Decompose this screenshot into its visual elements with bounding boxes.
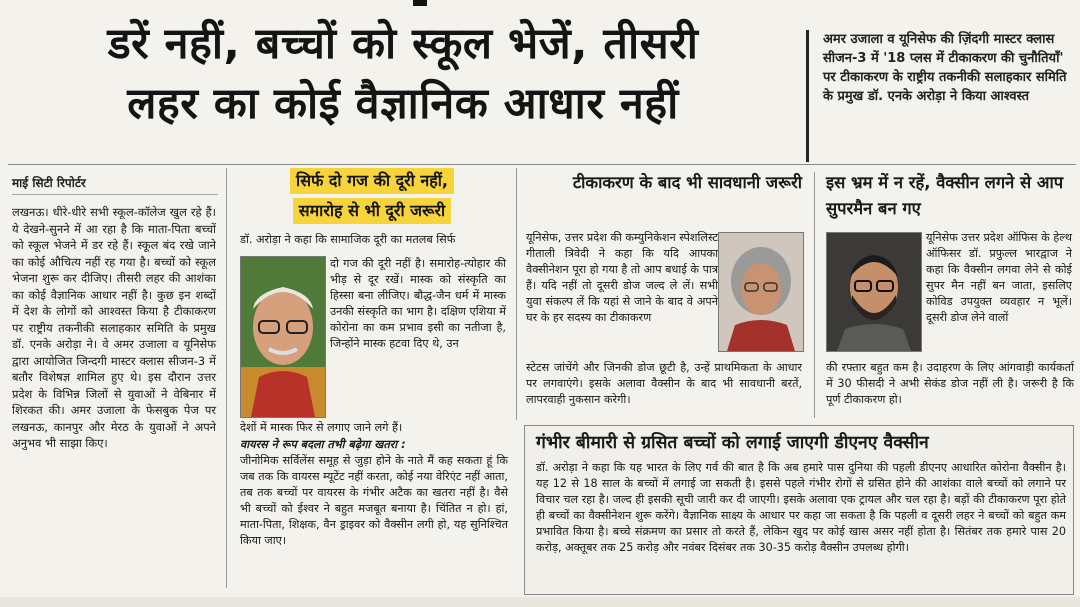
column-4-body-top: यूनिसेफ उत्तर प्रदेश ऑफिस के हेल्थ ऑफिसर डॉ. प्रफुल्ल भारद्वाज ने कहा कि वैक्सीन लगवा लेने से कोई सुपर मैन नहीं बन जाता, इसलिए कोविड उपयुक्त व्यवहार न भूलें। दूसरी डोज लेने वालों [926,231,1072,324]
dna-vaccine-body: डॉ. अरोड़ा ने कहा कि यह भारत के लिए गर्व की बात है कि अब हमारे पास दुनिया की पहली डीएनए आधारित कोरोना वैक्सीन है। यह 12 से 18 साल के बच्चों में लगाई जा सकती है। इससे पहले गंभीर रोगों से ग्रसित होने की आशंका वाले बच्चों को लगाने पर विचार चल रहा है। जल्द ही इसकी सूची जारी कर दी जाएगी। इसके अलावा एक ट्रायल और चल रहा है। बड़ों की टीकाकरण पूरा होते ही बच्चों का वैक्सीनेशन शुरू करेंगे। वैज्ञानिक साक्ष्य के आधार पर कहा जा सकता है कि पहली व दूसरी लहर ने बच्चों को बहुत कम प्रभावित किया है। बच्चे संक्रमण का प्रसार तो करते हैं, लेकिन खुद पर कोई खास असर नहीं होता है। सितंबर तक हमारे पास 20 करोड़, अक्तूबर तक 25 करोड़ और नवंबर दिसंबर तक 30-35 करोड़ वैक्सीन उपलब्ध होगी। [536,461,1066,554]
byline-rule [12,194,218,195]
column-2-intro: डॉ. अरोड़ा ने कहा कि सामाजिक दूरी का मतलब सिर्फ [240,233,456,246]
headline-line-2: लहर का कोई वैज्ञानिक आधार नहीं [127,79,679,129]
dna-vaccine-title: गंभीर बीमारी से ग्रसित बच्चों को लगाई जाएगी डीएनए वैक्सीन [536,433,929,453]
column-divider-3 [814,172,815,418]
column-2-subheads [236,168,508,228]
masthead-mark [413,0,427,6]
column-2-continued: देशों में मास्क फिर से लगाए जाने लगे हैं। [240,421,403,434]
sidebar-summary [806,30,1074,162]
praful-bhardwaj-photo [826,232,922,352]
headline-line-1: डरें नहीं, बच्चों को स्कूल भेजें, तीसरी [107,19,699,69]
column-3-body-top: यूनिसेफ, उत्तर प्रदेश की कम्युनिकेशन स्पेशलिस्ट गीताली त्रिवेदी ने कहा कि यदि आपका वैक्सीनेशन पूरा हो गया है तो आप बधाई के पात्र हैं। यदि नहीं तो दूसरी डोज जल्द ले लें। सभी युवा संकल्प लें कि यहां से जाने के बाद वे अपने घर के हर सदस्य का टीकाकरण [526,231,718,324]
page-headline [18,14,788,134]
column-4-body-bottom: की रफ्तार बहुत कम है। उदाहरण के लिए आंगवाड़ी कार्यकर्ता में 30 फीसदी ने अभी सेकंड डोज नहीं ली है। जरूरी है कि पूर्ण टीकाकरण हो। [826,361,1074,406]
portrait-man-glasses-icon [241,257,325,417]
subhead-caution: टीकाकरण के बाद भी सावधानी जरूरी [572,173,802,192]
column-divider-1 [226,168,227,588]
geetali-trivedi-photo [718,232,804,352]
column-2-bottom [240,437,508,549]
column-divider-2 [516,168,517,420]
headline-divider [8,164,1076,165]
reporter-byline: माई सिटी रिपोर्टर [12,176,86,190]
column-1-body: लखनऊ। धीरे-धीरे सभी स्कूल-कॉलेज खुल रहे हैं। ये देखने-सुनने में आ रहा है कि माता-पिता बच्चों को स्कूल भेजने में डर रहे हैं। स्कूल बंद रखे जाने का कोई औचित्य नहीं रह गया है। बच्चों को स्कूल भेजना शुरू कर दीजिए। तीसरी लहर की आशंका का कोई वैज्ञानिक आधार नहीं है। कुछ इन शब्दों में देश के लोगों को आश्वस्त किया है टीकाकरण पर राष्ट्रीय तकनीकी सलाहकार समिति के प्रमुख डॉ. एनके अरोड़ा ने। वे अमर उजाला व यूनिसेफ द्वारा आयोजित जिन्दगी मास्टर क्लास सीजन-3 में बतौर विशेषज्ञ शामिल हुए थे। इस दौरान उत्तर प्रदेश के विभिन्न जिलों से युवाओं ने वेबिनार में शिरकत की। अमर उजाला के फेसबुक पेज पर लखनऊ, कानपुर और मेरठ के युवाओं ने अपने अनुभव भी साझा किए। [12,205,216,450]
column-3-body-bottom: स्टेटस जांचेंगे और जिनकी डोज छूटी है, उन्हें प्राथमिकता के आधार पर लगवाएंगे। इसके अलावा वैक्सीन के बाद भी सावधानी बरतें, लापरवाही नुकसान करेगी। [526,361,802,406]
dr-arora-photo [240,256,326,418]
portrait-man-beard-icon [827,233,921,351]
portrait-woman-icon [719,233,803,351]
subhead-distance-1: सिर्फ दो गज की दूरी नहीं, [290,168,454,194]
column-1-article [12,204,216,452]
virus-body: जीनोमिक सर्विलेंस समूह से जुड़ा होने के नाते मैं कह सकता हूं कि जब तक कि वायरस म्यूटेंट नहीं करता, कोई नया वेरिएंट नहीं आता, तब तक बच्चों पर वायरस के गंभीर अटैक का खतरा नहीं है। वैसे भी बच्चों को ईश्वर ने बहुत मजबूत बनाया है। चिंतित न हो। हां, माता-पिता, शिक्षक, वैन ड्राइवर को वैक्सीन लगी हो, यह सुनिश्चित किया जाए। [240,454,508,547]
subhead-distance-2: समारोह से भी दूरी जरूरी [293,198,451,224]
column-2-right-text: दो गज की दूरी नहीं है। समारोह-त्योहार की भीड़ से दूर रखें। मास्क को संस्कृति का हिस्सा बना लीजिए। बौद्ध-जैन धर्म में मास्क उनकी संस्कृति का भाग है। दक्षिण एशिया में कोरोना का कम प्रभाव इसी का नतीजा है, जिन्होंने मास्क हटवा दिए थे, उन [330,257,506,350]
virus-lead: वायरस ने रूप बदला तभी बढ़ेगा खतरा : [240,438,406,451]
next-story-strip [0,597,1080,607]
sidebar-summary-text: अमर उजाला व यूनिसेफ की ज़िंदगी मास्टर क्लास सीजन-3 में '18 प्लस में टीकाकरण की चुनौतियाँ' पर टीकाकरण के राष्ट्रीय तकनीकी सलाहकार समिति के प्रमुख डॉ. एनके अरोड़ा ने किया आश्वस्त [823,32,1067,104]
subhead-superman: इस भ्रम में न रहें, वैक्सीन लगने से आप सुपरमैन बन गए [826,173,1064,218]
